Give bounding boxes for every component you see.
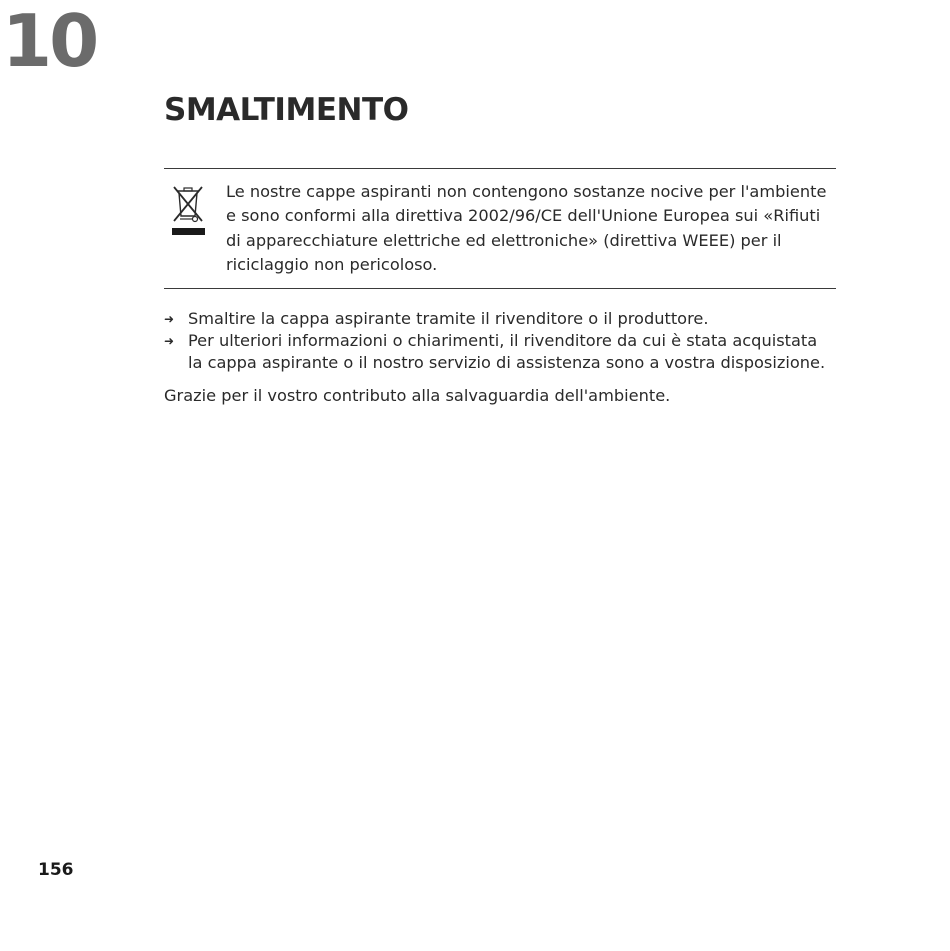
section-title: SMALTIMENTO — [164, 92, 409, 128]
arrow-right-icon: ➜ — [164, 312, 175, 326]
instruction-text: Smaltire la cappa aspirante tramite il rivenditore o il produttore. — [188, 309, 709, 328]
list-item — [164, 330, 836, 374]
weee-notice-box — [164, 168, 836, 289]
arrow-right-icon: ➜ — [164, 334, 175, 348]
instruction-list — [164, 308, 836, 374]
page-number: 156 — [38, 860, 74, 880]
weee-crossed-bin-icon — [170, 183, 206, 239]
list-item — [164, 308, 836, 330]
closing-text: Grazie per il vostro contributo alla salvaguardia dell'ambiente. — [164, 386, 671, 405]
chapter-number: 10 — [2, 0, 97, 83]
instruction-text: Per ulteriori informazioni o chiarimenti, il rivenditore da cui è stata acquistata la cappa aspirante o il nostro servizio di assistenza sono a vostra disposizione. — [188, 331, 826, 372]
weee-notice-text: Le nostre cappe aspiranti non contengono sostanze nocive per l'ambiente e sono conformi alla direttiva 2002/96/CE dell'Unione Europea sui «Rifiuti di apparecchiature elettriche ed elettroniche» (direttiva WEEE) per il riciclaggio non pericoloso. — [226, 182, 827, 274]
